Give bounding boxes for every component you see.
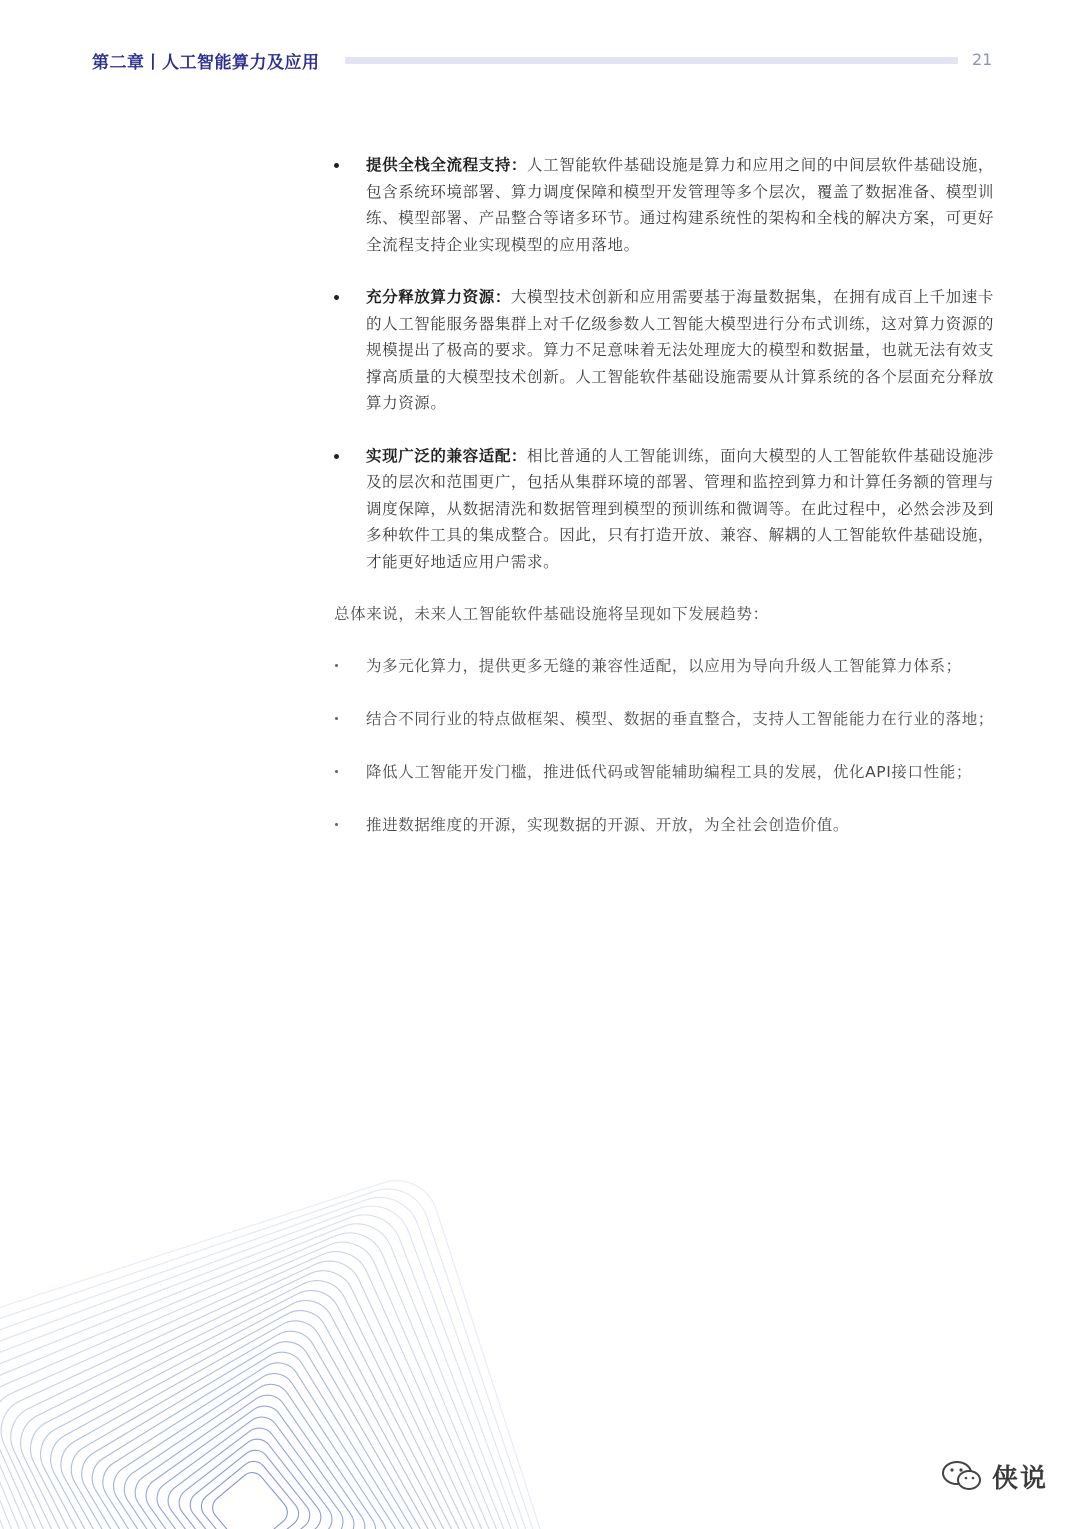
- bullet-paragraph: [334, 284, 994, 417]
- swirl-line: [0, 1222, 538, 1529]
- bullet-lead: 实现广泛的兼容适配：: [366, 446, 528, 465]
- page-header: [0, 0, 1080, 100]
- swirl-line: [208, 1468, 293, 1529]
- swirl-line: [0, 1195, 565, 1529]
- swirl-line: [0, 1213, 547, 1529]
- swirl-line: [196, 1456, 304, 1529]
- bullet-dot: [334, 295, 339, 300]
- swirl-line: [41, 1301, 459, 1529]
- bullet-text: 人工智能软件基础设施是算力和应用之间的中间层软件基础设施，包含系统环境部署、算力调度保障和模型开发管理等多个层次，覆盖了数据准备、模型训练、模型部署、产品整合等诸多环节。通过构建系统性的架构和全栈的解决方案，可更好全流程支持企业实现模型的应用落地。: [366, 156, 994, 254]
- bullet-lead: 充分释放算力资源：: [366, 288, 511, 306]
- bullet-dot: [334, 454, 339, 459]
- swirl-line: [0, 1170, 590, 1529]
- swirl-line: [116, 1376, 383, 1529]
- summary-text: 总体来说，未来人工智能软件基础设施将呈现如下发展趋势：: [334, 605, 769, 623]
- watermark-text: 侠说: [992, 1463, 1049, 1494]
- watermark: [940, 1456, 1048, 1496]
- swirl-line: [31, 1291, 470, 1529]
- bullet-paragraph: [334, 443, 994, 576]
- swirl-line: [62, 1322, 438, 1529]
- bullet-dot: [334, 163, 339, 168]
- swirl-line: [128, 1388, 373, 1529]
- swirl-line: [0, 1186, 574, 1529]
- list-item: [334, 653, 994, 706]
- bullet-dot: [335, 823, 338, 826]
- bullet-dot: [335, 664, 338, 667]
- swirl-line: [94, 1354, 405, 1529]
- trend-text: 为多元化算力，提供更多无缝的兼容性适配，以应用为导向升级人工智能算力体系；: [366, 657, 962, 675]
- chapter-title: 第二章丨人工智能算力及应用: [92, 53, 320, 73]
- trend-text: 推进数据维度的开源，实现数据的开源、开放，为全社会创造价值。: [366, 816, 850, 834]
- swirl-line: [162, 1422, 339, 1529]
- bullet-dot: [335, 717, 338, 720]
- bullet-text: 大模型技术创新和应用需要基于海量数据集，在拥有成百上千加速卡的人工智能服务器集群上对千亿级参数人工智能大模型进行分布式训练，这对算力资源的规模提出了极高的要求。算力不足意味着无法处理庞大的模型和数据量，也就无法有效支撑高质量的大模型技术创新。人工智能软件基础设施需要从计算系统的各个层面充分释放算力资源。: [366, 288, 994, 412]
- bullet-text: 相比普通的人工智能训练，面向大模型的人工智能软件基础设施涉及的层次和范围更广，包括从集群环境的部署、管理和监控到算力和计算任务额的管理与调度保障，从数据清洗和数据管理到模型的预训练和微调等。在此过程中，必然会涉及到多种软件工具的集成整合。因此，只有打造开放、兼容、解耦的人工智能软件基础设施，才能更好地适应用户需求。: [366, 446, 994, 571]
- decorative-line-swirl: [0, 990, 720, 1529]
- bullet-paragraph: [334, 152, 994, 258]
- trend-text: 降低人工智能开发门槛，推进低代码或智能辅助编程工具的发展，优化API接口性能；: [366, 763, 972, 781]
- swirl-line: [10, 1270, 490, 1529]
- header-divider-bar: [345, 57, 958, 64]
- swirl-line: [139, 1399, 361, 1529]
- trend-text: 结合不同行业的特点做框架、模型、数据的垂直整合，支持人工智能能力在行业的落地；: [366, 710, 994, 728]
- list-item: [334, 812, 994, 865]
- swirl-line: [0, 1231, 529, 1529]
- bullet-lead: 提供全栈全流程支持：: [366, 156, 528, 174]
- list-item: [334, 759, 994, 812]
- page-number: 21: [972, 50, 993, 69]
- swirl-line: [185, 1445, 316, 1529]
- trend-list: [334, 653, 994, 865]
- wechat-icon: [940, 1459, 984, 1493]
- main-content: [334, 152, 994, 865]
- bullet-dot: [335, 770, 338, 773]
- list-item: [334, 706, 994, 759]
